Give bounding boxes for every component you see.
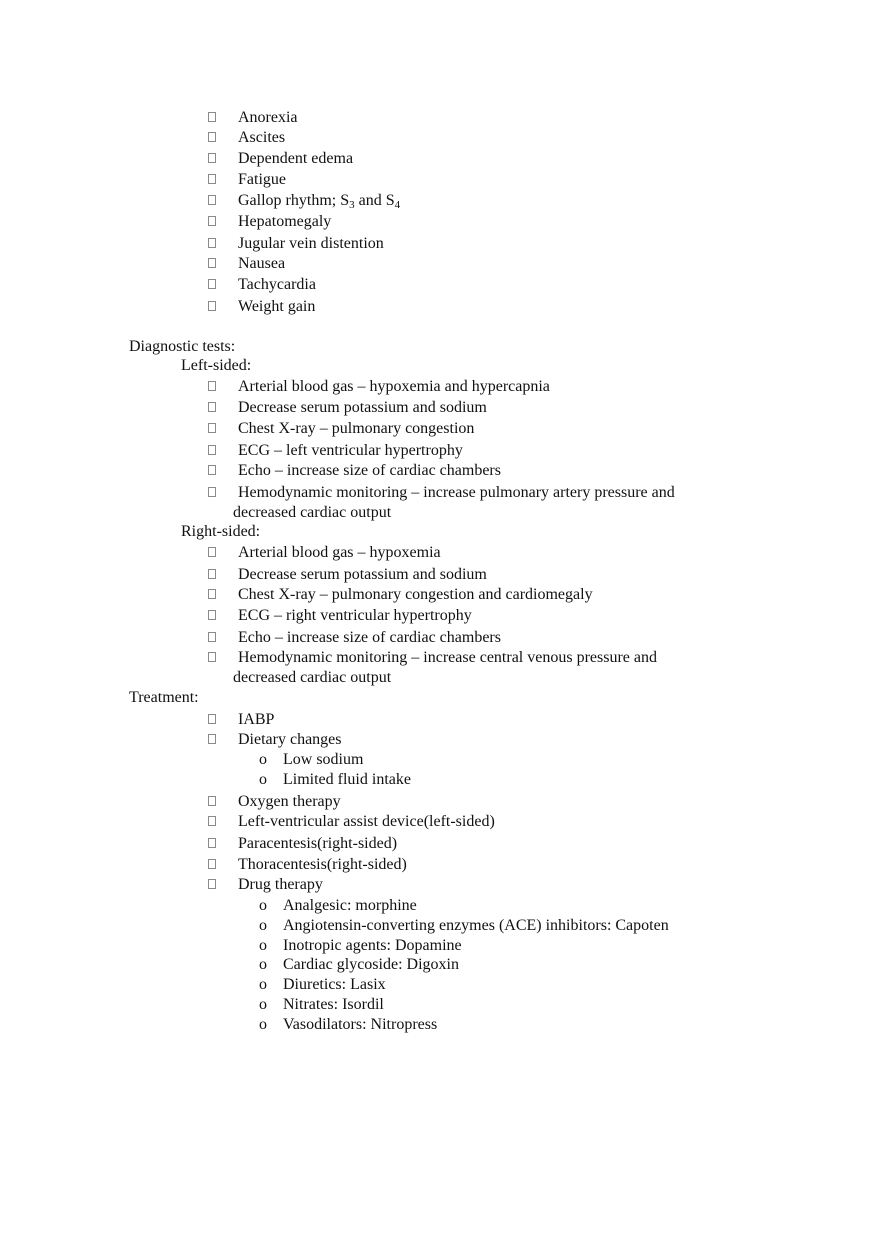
checkbox-bullet-icon [208,174,216,184]
right-sided-heading: Right-sided: [181,523,261,540]
list-item: IABP [0,710,880,730]
list-item: Echo – increase size of cardiac chambers [0,628,880,648]
list-item: Paracentesis(right-sided) [0,834,880,854]
list-item: Tachycardia [0,275,880,295]
list-item-continuation: decreased cardiac output [233,669,392,686]
checkbox-bullet-icon [208,423,216,433]
treatment-heading: Treatment: [129,689,199,706]
left-sided-heading: Left-sided: [181,357,252,374]
checkbox-bullet-icon [208,569,216,579]
list-item: Anorexia [0,108,880,128]
checkbox-bullet-icon [208,796,216,806]
list-item: Ascites [0,128,880,148]
checkbox-bullet-icon [208,238,216,248]
circle-bullet-icon: o [259,1016,267,1033]
checkbox-bullet-icon [208,381,216,391]
list-item [0,191,880,211]
checkbox-bullet-icon [208,258,216,268]
gallop-rhythm-text: Gallop rhythm; $S_3$ and $S_4$ [238,192,401,211]
list-item: Left-ventricular assist device(left-sided) [0,812,880,832]
sub-list-item: o Diuretics: Lasix [259,976,386,993]
checkbox-bullet-icon [208,610,216,620]
sub-list-item: o Analgesic: morphine [259,897,417,914]
list-item: Oxygen therapy [0,792,880,812]
checkbox-bullet-icon [208,589,216,599]
circle-bullet-icon: o [259,996,267,1013]
list-item: Fatigue [0,170,880,190]
list-item: Jugular vein distention [0,234,880,254]
checkbox-bullet-icon [208,465,216,475]
checkbox-bullet-icon [208,632,216,642]
checkbox-bullet-icon [208,195,216,205]
list-item: ECG – left ventricular hypertrophy [0,441,880,461]
checkbox-bullet-icon [208,132,216,142]
checkbox-bullet-icon [208,714,216,724]
list-item: Dependent edema [0,149,880,169]
sub-list-item: o Inotropic agents: Dopamine [259,937,462,954]
circle-bullet-icon: o [259,956,267,973]
list-item: Thoracentesis(right-sided) [0,855,880,875]
checkbox-bullet-icon [208,153,216,163]
checkbox-bullet-icon [208,652,216,662]
checkbox-bullet-icon [208,879,216,889]
sub-list-item: o Angiotensin-converting enzymes (ACE) inhibitors: Capoten [259,917,669,934]
circle-bullet-icon: o [259,937,267,954]
sub-list-item: o Nitrates: Isordil [259,996,384,1013]
checkbox-bullet-icon [208,547,216,557]
list-item: Echo – increase size of cardiac chambers [0,461,880,481]
list-item: Decrease serum potassium and sodium [0,398,880,418]
list-item: Chest X-ray – pulmonary congestion [0,419,880,439]
list-item: Dietary changes [0,730,880,750]
circle-bullet-icon: o [259,897,267,914]
sub-list-item: o Cardiac glycoside: Digoxin [259,956,459,973]
list-item: Hepatomegaly [0,212,880,232]
list-item: Arterial blood gas – hypoxemia [0,543,880,563]
sub-list-item: o Limited fluid intake [259,771,411,788]
list-item: Arterial blood gas – hypoxemia and hypercapnia [0,377,880,397]
checkbox-bullet-icon [208,445,216,455]
list-item: Hemodynamic monitoring – increase pulmonary artery pressure and [0,483,880,503]
sub-list-item: o Low sodium [259,751,364,768]
checkbox-bullet-icon [208,734,216,744]
checkbox-bullet-icon [208,816,216,826]
list-item: Chest X-ray – pulmonary congestion and cardiomegaly [0,585,880,605]
sub-list-item: o Vasodilators: Nitropress [259,1016,438,1033]
list-item: Drug therapy [0,875,880,895]
list-item: Hemodynamic monitoring – increase central venous pressure and [0,648,880,668]
checkbox-bullet-icon [208,859,216,869]
list-item: ECG – right ventricular hypertrophy [0,606,880,626]
checkbox-bullet-icon [208,301,216,311]
checkbox-bullet-icon [208,838,216,848]
checkbox-bullet-icon [208,487,216,497]
circle-bullet-icon: o [259,976,267,993]
circle-bullet-icon: o [259,751,267,768]
circle-bullet-icon: o [259,771,267,788]
checkbox-bullet-icon [208,112,216,122]
list-item: Nausea [0,254,880,274]
checkbox-bullet-icon [208,216,216,226]
list-item-continuation: decreased cardiac output [233,504,392,521]
list-item: Weight gain [0,297,880,317]
list-item: Decrease serum potassium and sodium [0,565,880,585]
circle-bullet-icon: o [259,917,267,934]
diagnostic-heading: Diagnostic tests: [129,338,236,355]
checkbox-bullet-icon [208,402,216,412]
checkbox-bullet-icon [208,279,216,289]
